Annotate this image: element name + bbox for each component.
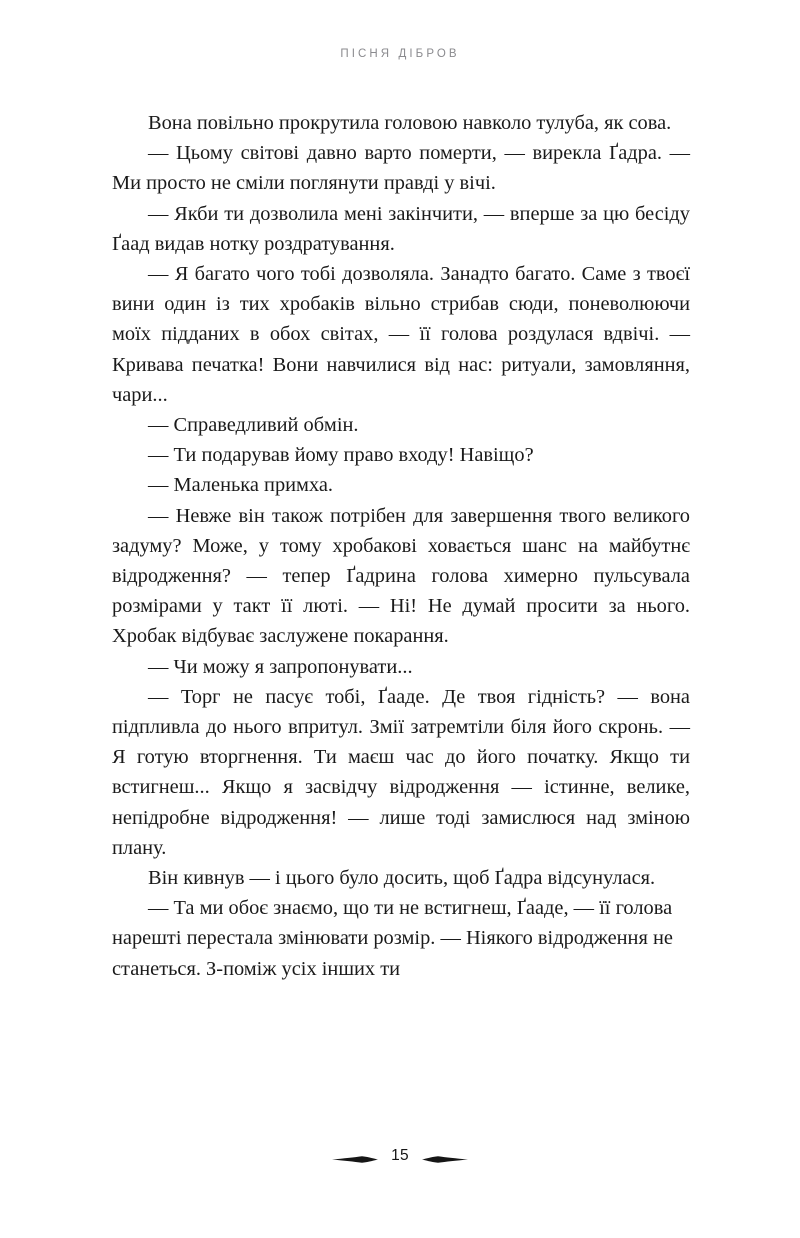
paragraph: Він кивнув — і цього було досить, щоб Ґадра відсунулася.	[148, 867, 656, 890]
paragraph: — Невже він також потрібен для завершення твого великого задуму? Може, у тому хробакові ховається шанс на майбутнє відродження? — тепер Ґадрина голова химерно пульсувала розмірами у такт її люті. — Ні! Не думай просити за нього. Хробак відбуває заслужене покарання.	[112, 504, 690, 648]
paragraph: — Маленька примха.	[148, 474, 334, 497]
page-footer	[0, 1148, 800, 1164]
paragraph: — Та ми обоє знаємо, що ти не встигнеш, Ґааде, — її голова нарешті перестала змінювати розмір. — Ніякого відродження не станеться. З-поміж усіх інших ти	[112, 897, 673, 980]
paragraph: — Справедливий обмін.	[148, 414, 359, 437]
paragraph: — Торг не пасує тобі, Ґааде. Де твоя гідність? — вона підпливла до нього впритул. Змії затремтіли біля його скронь. — Я готую вторгнення. Ти маєш час до його початку. Якщо ти встигнеш... Якщо я засвідчу відродження — істинне, велике, непідробне відродження! — лише тоді замислюся над зміною плану.	[112, 685, 690, 859]
paragraph: — Ти подарував йому право входу! Навіщо?	[148, 444, 534, 467]
page-number: 15	[391, 1147, 409, 1164]
tapered-rule-ornament-icon	[422, 1151, 468, 1160]
paragraph: — Чи можу я запропонувати...	[148, 655, 413, 678]
tapered-rule-ornament-icon	[332, 1151, 378, 1160]
paragraph: — Я багато чого тобі дозволяла. Занадто багато. Саме з твоєї вини один із тих хробаків вільно стрибав сюди, поневолюючи моїх підданих в обох світах, — її голова роздулася вдвічі. — Кривава печатка! Вони навчилися від нас: ритуали, замовляння, чари...	[112, 263, 690, 406]
paragraph: — Якби ти дозволила мені закінчити, — вперше за цю бесіду Ґаад видав нотку роздратування.	[112, 202, 690, 255]
body-text-block	[112, 108, 690, 984]
paragraph: Вона повільно прокрутила головою навколо тулуба, як сова.	[148, 112, 672, 134]
running-head: ПІСНЯ ДІБРОВ	[340, 48, 460, 60]
paragraph: — Цьому світові давно варто померти, — вирекла Ґадра. — Ми просто не сміли поглянути правді у вічі.	[112, 142, 690, 195]
